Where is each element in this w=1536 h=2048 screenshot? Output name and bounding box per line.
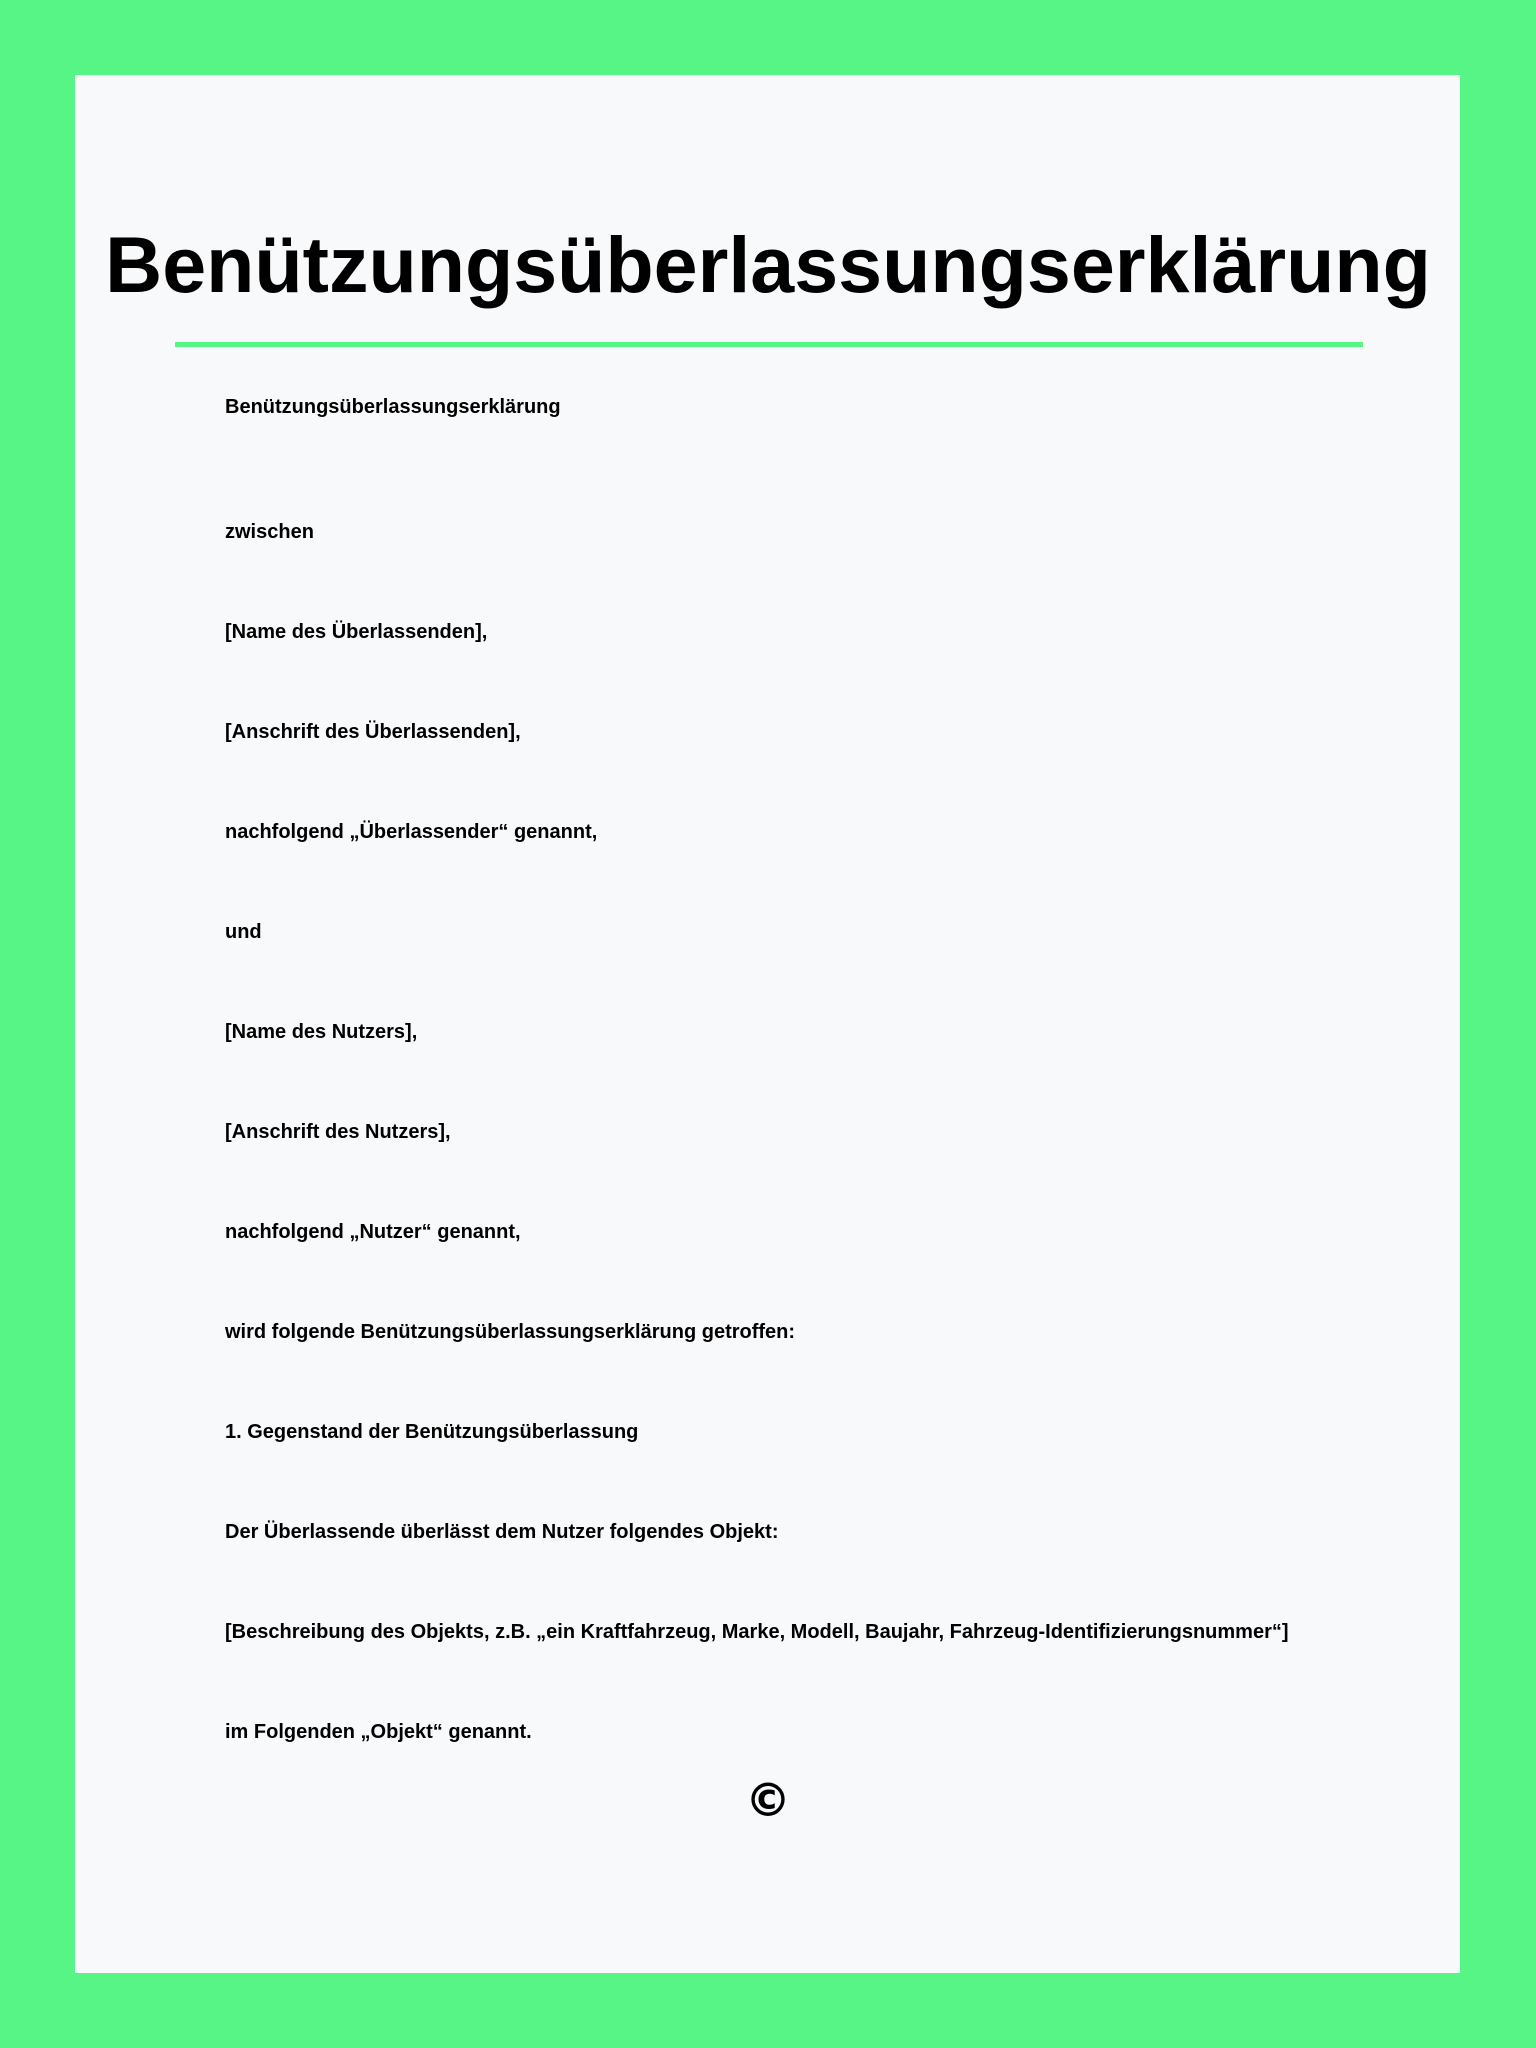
document-line-agreement-intro: wird folgende Benützungsüberlassungserklärung getroffen: (225, 1321, 796, 1343)
copyright-symbol: © (745, 1773, 791, 1827)
document-line-user-name: [Name des Nutzers], (225, 1021, 418, 1043)
document-line-user-designation: nachfolgend „Nutzer“ genannt, (225, 1221, 521, 1243)
document-line-grantor-name: [Name des Überlassenden], (225, 621, 488, 643)
document-line-heading: Benützungsüberlassungserklärung (225, 396, 561, 418)
document-line-grantor-designation: nachfolgend „Überlassender“ genannt, (225, 821, 598, 843)
document-title: Benützungsüberlassungserklärung (105, 220, 1431, 309)
document-line-user-address: [Anschrift des Nutzers], (225, 1121, 451, 1143)
document-line-grantor-address: [Anschrift des Überlassenden], (225, 721, 521, 743)
document-section-heading: 1. Gegenstand der Benützungsüberlassung (225, 1421, 639, 1443)
document-line-object-description: [Beschreibung des Objekts, z.B. „ein Kraftfahrzeug, Marke, Modell, Baujahr, Fahrzeug-Identifizierungsnummer“] (225, 1621, 1289, 1643)
document-line-object-reference: im Folgenden „Objekt“ genannt. (225, 1721, 532, 1743)
document-line-object-intro: Der Überlassende überlässt dem Nutzer folgendes Objekt: (225, 1521, 779, 1543)
title-divider (175, 342, 1363, 347)
document-line-and: und (225, 921, 262, 943)
document-line-between: zwischen (225, 521, 314, 543)
